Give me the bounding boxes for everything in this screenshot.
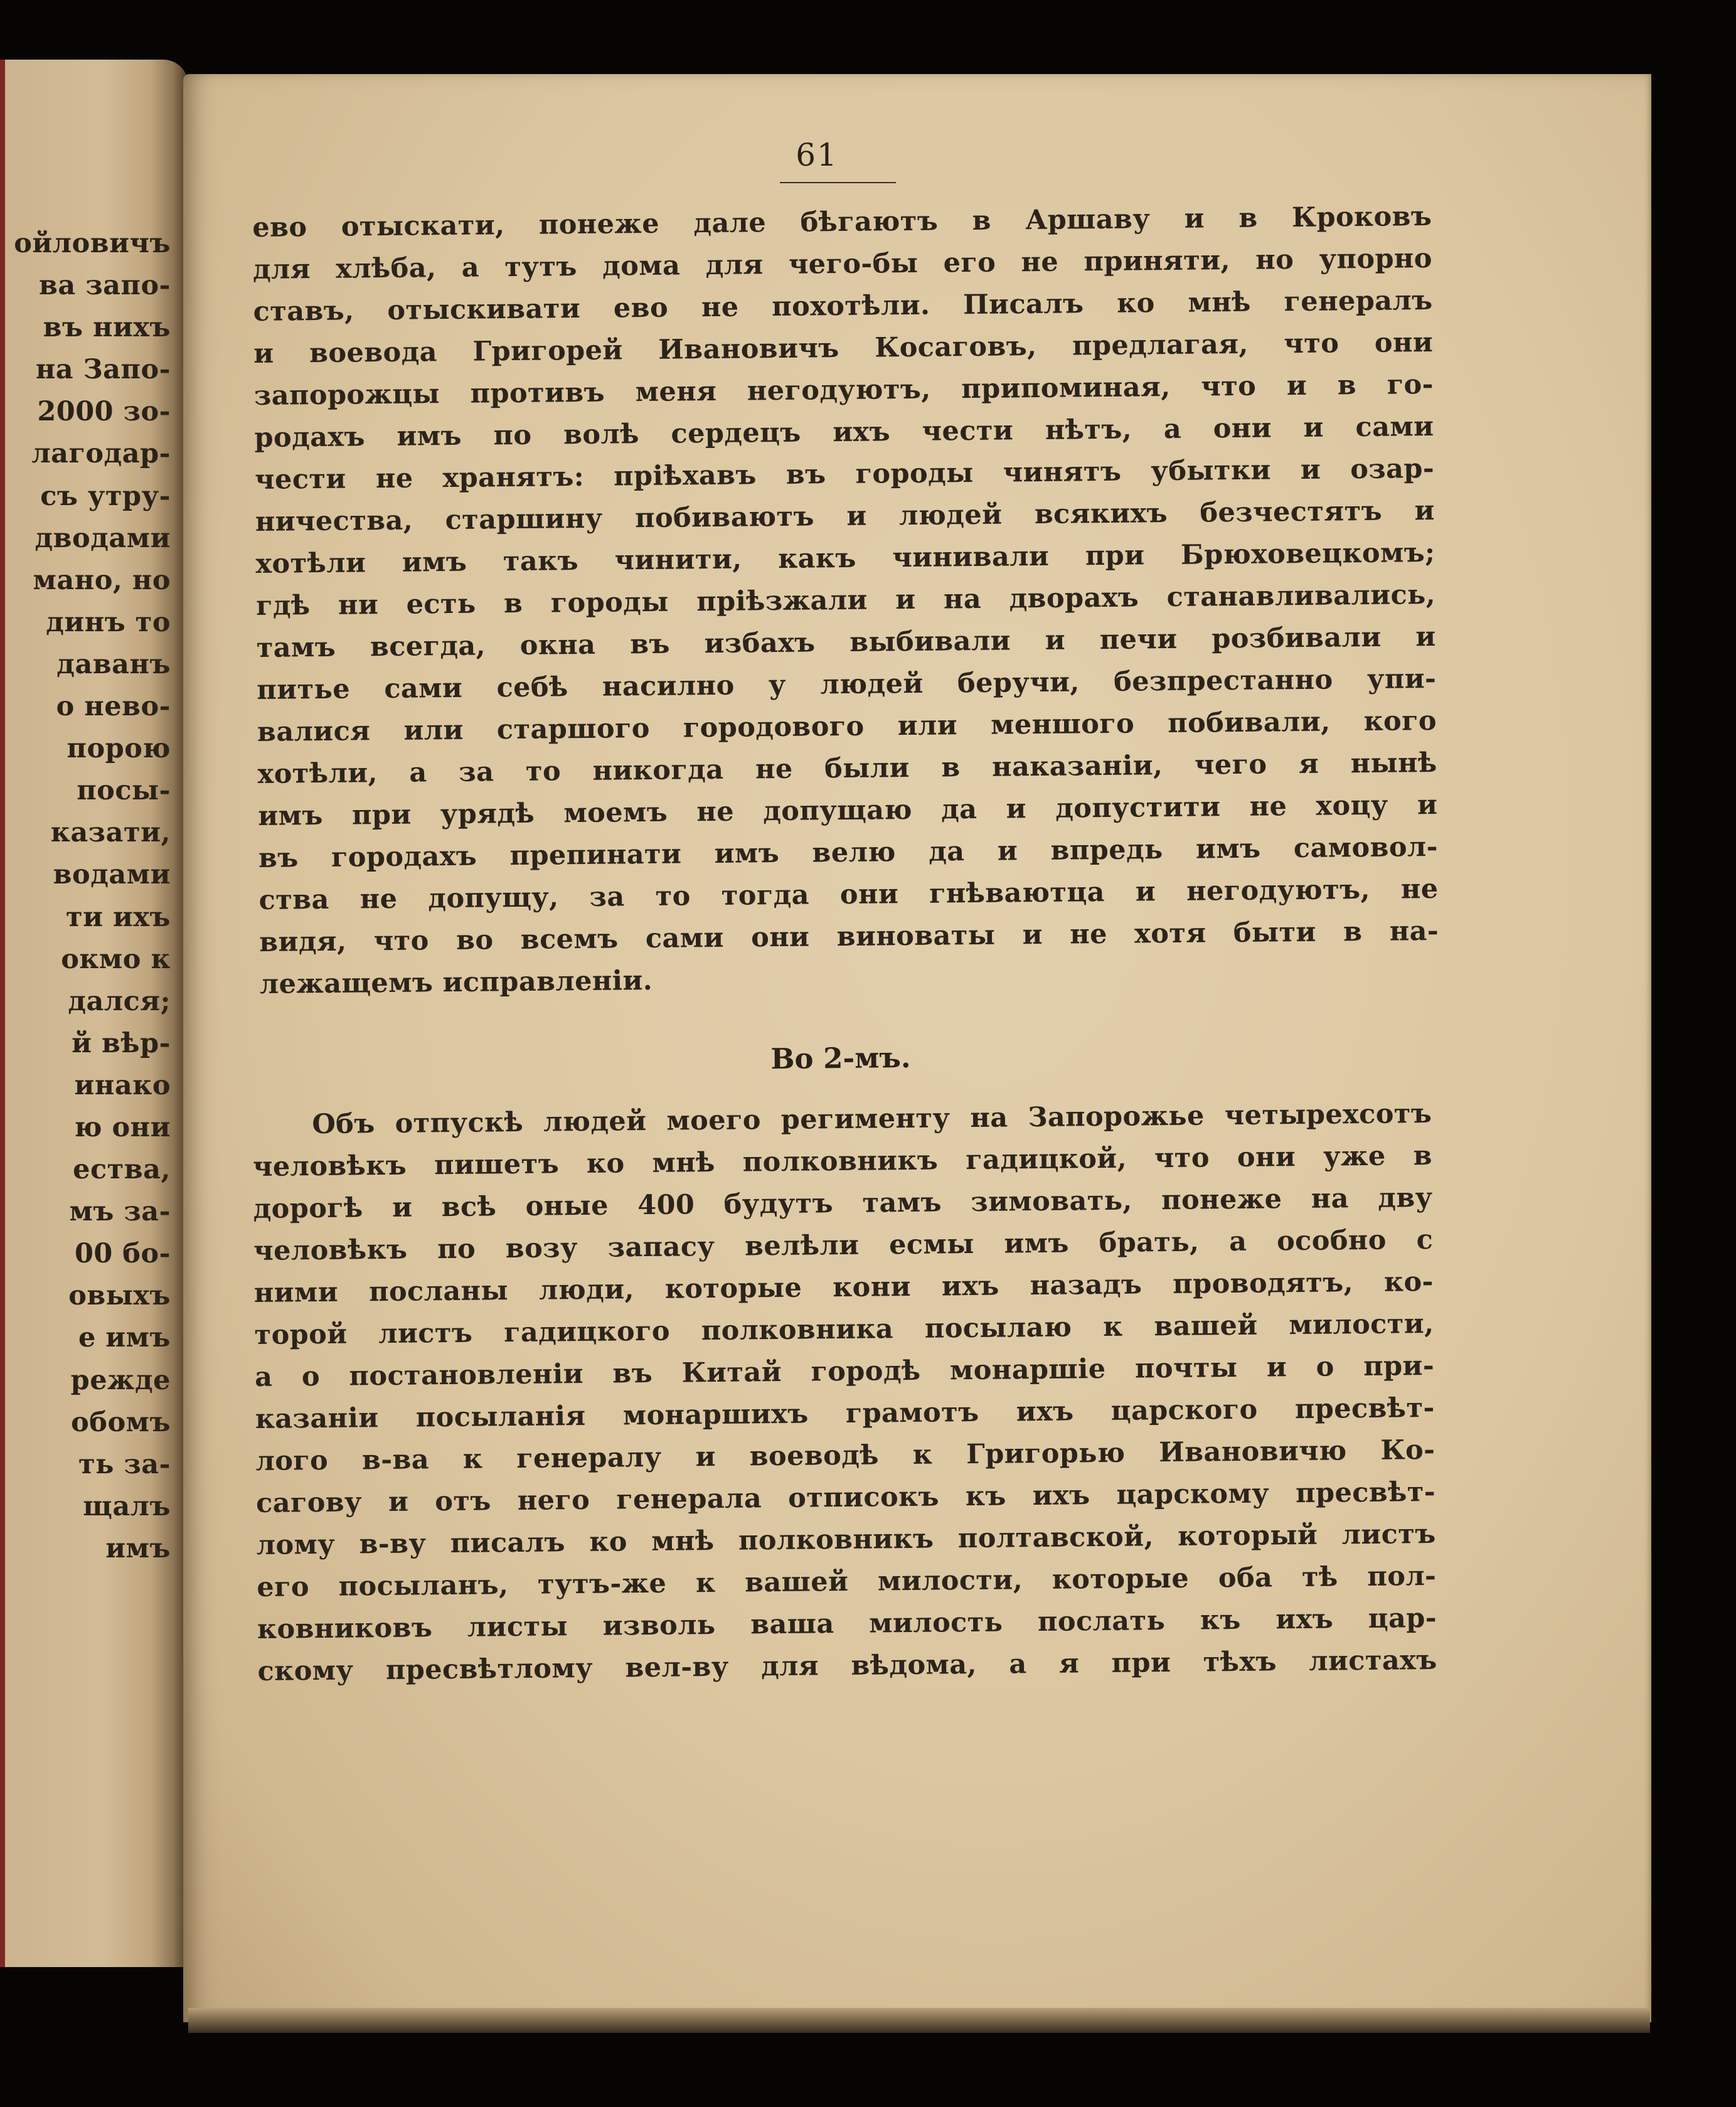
text-line: гдѣ ни есть в городы прiѣзжали и на дворахъ станавливались, xyxy=(255,579,1436,622)
text-line: о нево- xyxy=(56,691,171,723)
text-line: видя, что во всемъ сами они виноваты и не хотя быти в на- xyxy=(259,915,1439,958)
text-line: Объ отпускѣ людей моего регименту на Запорожье четырехсотъ xyxy=(312,1097,1432,1141)
text-line: динъ то xyxy=(46,606,171,638)
text-line: ти ихъ xyxy=(65,901,171,933)
text-line: тамъ всегда, окна въ избахъ выбивали и печи розбивали и xyxy=(256,621,1436,664)
text-line: а о постановленiи въ Китай городѣ монаршiе почты и о при- xyxy=(254,1350,1435,1393)
paragraph-1 xyxy=(252,196,1439,1006)
text-line: дводами xyxy=(35,522,171,554)
text-line: ества, xyxy=(73,1154,171,1186)
text-line: ойловичъ xyxy=(14,228,171,259)
text-line: дался; xyxy=(68,985,171,1017)
text-line: й вѣр- xyxy=(72,1027,171,1059)
text-line: инако xyxy=(74,1069,171,1101)
text-line: съ утру- xyxy=(40,480,171,512)
text-line: хотѣли имъ такъ чинити, какъ чинивали при Брюховецкомъ; xyxy=(255,536,1435,580)
text-line: водами xyxy=(53,859,171,891)
text-line: посы- xyxy=(77,775,171,807)
text-line: и воевода Григорей Ивановичъ Косаговъ, предлагая, что они xyxy=(253,326,1434,370)
text-line: человѣкъ по возу запасу велѣли есмы имъ брать, а особно с xyxy=(253,1224,1434,1267)
text-line: въ городахъ препинати имъ велю да и впредь имъ самовол- xyxy=(258,831,1439,874)
text-line: ковниковъ листы изволь ваша милость послать къ ихъ цар- xyxy=(257,1602,1437,1645)
text-line: овыхъ xyxy=(68,1280,171,1312)
text-line: хотѣли, а за то никогда не были в наказанiи, чего я нынѣ xyxy=(257,747,1437,790)
text-line: лежащемъ исправленiи. xyxy=(259,964,653,1000)
text-line: казати, xyxy=(50,817,171,849)
text-line: родахъ имъ по волѣ сердецъ ихъ чести нѣтъ, а они и сами xyxy=(254,410,1434,454)
text-line: порою xyxy=(67,733,171,765)
text-line: валися или старшого городового или меншого побивали, кого xyxy=(257,705,1437,748)
text-line: ю они xyxy=(74,1111,171,1143)
text-line: режде xyxy=(70,1364,171,1396)
left-page-fragment xyxy=(0,60,188,1967)
text-line: 2000 зо- xyxy=(37,396,171,428)
text-line: имъ при урядѣ моемъ не допущаю да и допустити не хоцу и xyxy=(258,789,1438,832)
text-line: чести не хранятъ: прiѣхавъ въ городы чинятъ убытки и озар- xyxy=(254,452,1435,496)
text-line: 00 бо- xyxy=(74,1238,171,1270)
text-line: въ нихъ xyxy=(43,312,171,344)
text-line: даванъ xyxy=(56,648,171,680)
text-line: ства не допущу, за то тогда они гнѣваютца и негодуютъ, не xyxy=(258,873,1439,916)
text-line: дорогѣ и всѣ оные 400 будутъ тамъ зимовать, понеже на дву xyxy=(253,1182,1433,1225)
text-line: питье сами себѣ насилно у людей беручи, безпрестанно упи- xyxy=(257,663,1437,706)
text-line: ними посланы люди, которые кони ихъ назадъ проводятъ, ко- xyxy=(253,1266,1434,1309)
paragraph-2 xyxy=(252,1093,1437,1693)
page-number: 61 xyxy=(796,137,838,173)
text-line: щалъ xyxy=(83,1490,171,1522)
text-line: мъ за- xyxy=(69,1196,171,1228)
text-line: мано, но xyxy=(33,564,171,596)
text-line: торой листъ гадицкого полковника посылаю к вашей милости, xyxy=(254,1308,1434,1351)
text-line: обомъ xyxy=(71,1406,171,1438)
text-line: ево отыскати, понеже дале бѣгаютъ в Аршаву и в Кроковъ xyxy=(252,200,1432,243)
text-line: лому в-ву писалъ ко мнѣ полковникъ полтавской, который листъ xyxy=(256,1518,1436,1561)
text-line: для хлѣба, а тутъ дома для чего-бы его не приняти, но упорно xyxy=(252,242,1433,285)
text-line: его посыланъ, тутъ-же к вашей милости, которые оба тѣ пол- xyxy=(257,1560,1437,1603)
text-line: имъ xyxy=(105,1532,171,1564)
section-heading: Во 2-мъ. xyxy=(770,1040,911,1076)
text-line: ставъ, отыскивати ево не похотѣли. Писалъ ко мнѣ генералъ xyxy=(253,284,1433,328)
text-line: запорожцы противъ меня негодуютъ, припоминая, что и в го- xyxy=(253,368,1434,412)
text-line: ничества, старшину побиваютъ и людей всякихъ безчестятъ и xyxy=(255,494,1435,538)
text-line: казанiи посыланiя монаршихъ грамотъ ихъ царского пресвѣт- xyxy=(255,1392,1435,1435)
text-line: человѣкъ пишетъ ко мнѣ полковникъ гадицкой, что они уже в xyxy=(252,1139,1433,1183)
text-line: лагодар- xyxy=(31,438,171,470)
page-bottom-edge xyxy=(188,2008,1650,2033)
text-line: лого в-ва к генералу и воеводѣ к Григорью Ивановичю Ко- xyxy=(255,1434,1435,1477)
text-line: на Запо- xyxy=(35,354,171,386)
header-rule xyxy=(780,182,896,183)
text-line: скому пресвѣтлому вел-ву для вѣдома, а я при тѣхъ листахъ xyxy=(257,1644,1437,1687)
text-line: е имъ xyxy=(78,1322,171,1354)
text-line: окмо к xyxy=(61,943,171,975)
text-line: сагову и отъ него генерала отписокъ къ ихъ царскому пресвѣт- xyxy=(255,1476,1436,1519)
left-page-text xyxy=(14,223,171,1570)
text-line: ва запо- xyxy=(38,270,171,302)
text-line: ть за- xyxy=(78,1448,171,1480)
